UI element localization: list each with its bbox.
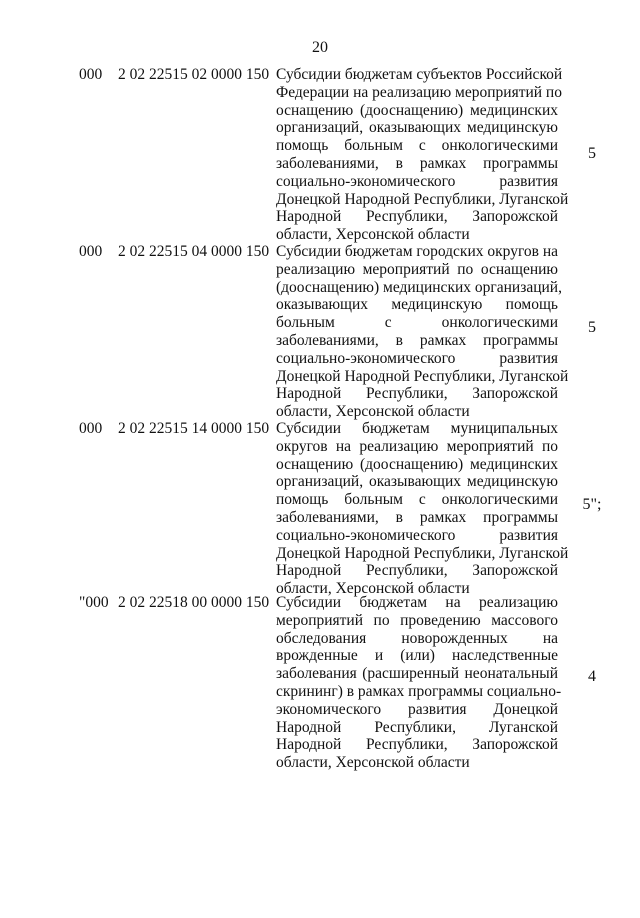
description-line: заболеваниями, в рамках программы <box>276 508 558 526</box>
description-line: Народной Республики, Запорожской <box>276 385 558 403</box>
description-line: реализацию мероприятий по оснащению <box>276 260 558 278</box>
description-line: помощь больным с онкологическими <box>276 137 558 155</box>
description-line: Народной Республики, Луганской <box>276 718 558 736</box>
description-line: больным с онкологическими <box>276 314 558 332</box>
admin-code: 000 <box>79 420 103 437</box>
description-line: мероприятий по проведению массового <box>276 611 558 629</box>
budget-classification-code: 2 02 22515 14 0000 150 <box>118 420 270 437</box>
description-line: оснащению (дооснащению) медицинских <box>276 101 558 119</box>
description-line: Донецкой Народной Республики, Луганской <box>276 190 569 208</box>
description-line: экономического развития Донецкой <box>276 700 558 718</box>
description-line: Субсидии бюджетам муниципальных <box>276 420 558 437</box>
description-line: оказывающих медицинскую помощь <box>276 296 558 314</box>
description-line: заболеваниями, в рамках программы <box>276 331 558 349</box>
description-line: социально-экономического развития <box>276 526 558 544</box>
budget-classification-code: 2 02 22518 00 0000 150 <box>118 594 270 611</box>
description-line: скрининг) в рамках программы социально- <box>276 682 562 700</box>
admin-code: 000 <box>79 66 103 83</box>
description-line: области, Херсонской области <box>276 403 470 421</box>
admin-code: 000 <box>79 243 103 260</box>
description-line: организаций, оказывающих медицинскую <box>276 119 558 137</box>
description-line: социально-экономического развития <box>276 349 558 367</box>
description-line: Субсидии бюджетам субъектов Российской <box>276 66 563 83</box>
description-line: социально-экономического развития <box>276 172 558 190</box>
page-number: 20 <box>312 39 328 56</box>
description-line: области, Херсонской области <box>276 754 470 772</box>
description-line: Народной Республики, Запорожской <box>276 208 558 226</box>
admin-code: "000 <box>79 594 109 611</box>
description-line: заболеваниями, в рамках программы <box>276 154 558 172</box>
row-amount: 5"; <box>582 496 602 513</box>
description-line: обследования новорожденных на <box>276 629 558 647</box>
description-line: Народной Республики, Запорожской <box>276 736 558 754</box>
row-amount: 4 <box>588 668 596 685</box>
description-line: оснащению (дооснащению) медицинских <box>276 455 558 473</box>
row-description <box>276 66 569 244</box>
description-line: Субсидии бюджетам на реализацию <box>276 594 558 611</box>
row-description <box>276 420 569 598</box>
description-line: округов на реализацию мероприятий по <box>276 437 558 455</box>
description-line: области, Херсонской области <box>276 226 470 244</box>
description-line: Донецкой Народной Республики, Луганской <box>276 367 569 385</box>
budget-classification-code: 2 02 22515 04 0000 150 <box>118 243 270 260</box>
row-description <box>276 594 562 772</box>
row-amount: 5 <box>588 319 596 336</box>
description-line: заболевания (расширенный неонатальный <box>276 665 558 683</box>
description-line: помощь больным с онкологическими <box>276 491 558 509</box>
description-line: Субсидии бюджетам городских округов на <box>276 243 559 260</box>
description-line: Донецкой Народной Республики, Луганской <box>276 544 569 562</box>
description-line: врожденные и (или) наследственные <box>276 647 558 665</box>
description-line: Народной Республики, Запорожской <box>276 562 558 580</box>
description-line: Федерации на реализацию мероприятий по <box>276 83 562 101</box>
row-amount: 5 <box>588 145 596 162</box>
row-description <box>276 243 569 421</box>
description-line: области, Херсонской области <box>276 580 470 598</box>
description-line: (дооснащению) медицинских организаций, <box>276 278 562 296</box>
budget-classification-code: 2 02 22515 02 0000 150 <box>118 66 270 83</box>
description-line: организаций, оказывающих медицинскую <box>276 473 558 491</box>
